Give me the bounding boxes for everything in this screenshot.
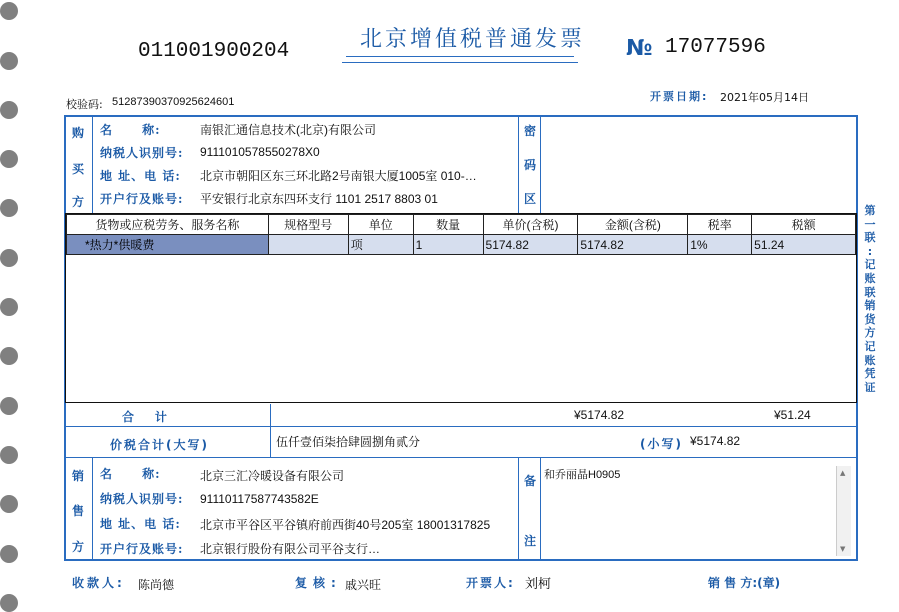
copy-note-char: 货	[864, 312, 876, 326]
binder-hole	[0, 199, 18, 217]
binder-hole	[0, 249, 18, 267]
seller-address: 北京市平谷区平谷镇府前西街40号205室 18001317825	[200, 518, 491, 532]
cipher-label-3: 区	[524, 192, 537, 206]
seller-tax-id: 91110117587743582E	[200, 492, 319, 506]
remarks-label-1: 备	[524, 474, 537, 488]
binder-hole	[0, 52, 18, 70]
buyer-bank: 平安银行北京东四环支行 1101 2517 8803 01	[200, 192, 438, 206]
binder-hole	[0, 545, 18, 563]
issue-date: 2021年05月14日	[720, 91, 809, 104]
item-unit-cell[interactable]: 项	[348, 235, 413, 255]
binder-hole	[0, 298, 18, 316]
invoice-code: 011001900204	[138, 40, 290, 63]
remarks-text[interactable]: 和乔丽晶H0905	[544, 469, 621, 481]
divider	[270, 404, 271, 426]
check-code-label: 校验码:	[66, 98, 103, 111]
buyer-bank-label: 开户行及账号:	[100, 192, 184, 206]
buyer-address: 北京市朝阳区东三环北路2号南银大厦1005室 010-…	[200, 169, 477, 183]
binder-hole	[0, 495, 18, 513]
items-header-row	[67, 215, 856, 235]
divider	[518, 115, 519, 213]
invoice-title: 北京增值税普通发票	[360, 27, 586, 52]
grand-total-label: 价税合计(大写)	[110, 438, 209, 452]
payee-label: 收款人:	[72, 576, 125, 590]
seller-side-label-3: 方	[72, 540, 85, 554]
divider	[518, 458, 519, 561]
item-spec-cell[interactable]	[268, 235, 348, 255]
seller-tax-id-label: 纳税人识别号:	[100, 492, 184, 506]
binder-hole	[0, 594, 18, 612]
item-name-cell[interactable]: *热力*供暖费	[67, 235, 269, 255]
copy-note-char: 账	[864, 353, 876, 367]
seller-name-label: 名 称:	[100, 467, 161, 481]
invoice-number: 17077596	[665, 36, 766, 59]
check-code: 51287390370925624601	[112, 96, 235, 108]
issue-date-label: 开票日期:	[650, 90, 709, 103]
divider	[64, 457, 858, 458]
drawer: 刘柯	[525, 576, 552, 591]
buyer-tax-id-label: 纳税人识别号:	[100, 146, 184, 160]
cipher-label-1: 密	[524, 124, 537, 138]
scroll-down-icon[interactable]: ▼	[840, 545, 846, 553]
title-underline	[346, 56, 574, 57]
scroll-up-icon[interactable]: ▲	[840, 469, 846, 477]
divider	[270, 427, 271, 457]
col-header-rate: 税率	[688, 215, 752, 235]
copy-note-char: 销	[864, 299, 876, 313]
binder-hole	[0, 2, 18, 20]
seller-bank-label: 开户行及账号:	[100, 542, 184, 556]
divider	[64, 426, 858, 427]
seller-side-label-2: 售	[72, 504, 85, 518]
copy-note-char: 联	[864, 231, 876, 245]
col-header-tax: 税额	[752, 215, 856, 235]
binder-hole	[0, 347, 18, 365]
seller-side-label-1: 销	[72, 469, 85, 483]
item-amount-cell[interactable]: 5174.82	[578, 235, 688, 255]
buyer-tax-id: 9111010578550278X0	[200, 145, 320, 159]
item-qty-cell[interactable]: 1	[413, 235, 483, 255]
grand-total-small: ¥5174.82	[690, 434, 741, 448]
payee: 陈尚德	[138, 578, 175, 592]
copy-note-char: :	[867, 244, 873, 258]
grand-total-small-label: (小写)	[640, 437, 683, 451]
cipher-label-2: 码	[524, 158, 537, 172]
items-table	[66, 214, 856, 255]
buyer-side-label-2: 买	[72, 162, 85, 176]
divider	[92, 458, 93, 561]
reviewer: 戚兴旺	[345, 578, 382, 592]
remarks-label-2: 注	[524, 534, 537, 548]
item-price-cell[interactable]: 5174.82	[483, 235, 578, 255]
seller-bank: 北京银行股份有限公司平谷支行…	[200, 542, 381, 556]
copy-note-char: 记	[864, 258, 876, 272]
title-underline	[342, 62, 578, 63]
remarks-scrollbar[interactable]	[836, 466, 851, 556]
copy-note-char: 第	[864, 204, 876, 217]
col-header-name: 货物或应税劳务、服务名称	[67, 215, 269, 235]
divider	[92, 115, 93, 213]
divider	[540, 115, 541, 213]
binder-hole	[0, 397, 18, 415]
item-rate-cell[interactable]: 1%	[688, 235, 752, 255]
copy-note-char: 证	[864, 380, 876, 394]
buyer-side-label-3: 方	[72, 195, 85, 209]
col-header-spec: 规格型号	[268, 215, 348, 235]
col-header-price: 单价(含税)	[483, 215, 578, 235]
copy-note-char: 凭	[864, 367, 876, 381]
copy-note-char: 一	[864, 217, 876, 231]
seller-address-label: 地 址、电 话:	[100, 517, 181, 531]
col-header-amount: 金额(含税)	[578, 215, 688, 235]
divider	[540, 458, 541, 561]
grand-total-words: 伍仟壹佰柒拾肆圆捌角贰分	[276, 435, 421, 449]
col-header-qty: 数量	[413, 215, 483, 235]
copy-note-char: 方	[864, 326, 876, 340]
binder-hole	[0, 101, 18, 119]
reviewer-label: 复核:	[295, 576, 342, 590]
buyer-name-label: 名 称:	[100, 123, 161, 137]
table-row[interactable]	[67, 235, 856, 255]
binder-hole	[0, 150, 18, 168]
totals-tax: ¥51.24	[774, 408, 811, 422]
seller-stamp: 销 售 方:(章)	[708, 576, 781, 590]
totals-label: 合 计	[122, 410, 167, 424]
copy-note-char: 记	[864, 339, 876, 353]
copy-note-char: 联	[864, 285, 876, 299]
buyer-side-label-1: 购	[72, 126, 85, 140]
col-header-unit: 单位	[348, 215, 413, 235]
buyer-name: 南银汇通信息技术(北京)有限公司	[200, 123, 376, 137]
buyer-address-label: 地 址、电 话:	[100, 169, 181, 183]
item-tax-cell[interactable]: 51.24	[752, 235, 856, 255]
totals-amount: ¥5174.82	[574, 408, 625, 422]
number-symbol: №	[626, 36, 653, 61]
drawer-label: 开票人:	[466, 576, 515, 590]
binder-hole	[0, 446, 18, 464]
copy-note-char: 账	[864, 271, 876, 285]
copy-note	[863, 204, 877, 394]
seller-name: 北京三汇冷暖设备有限公司	[200, 469, 345, 483]
